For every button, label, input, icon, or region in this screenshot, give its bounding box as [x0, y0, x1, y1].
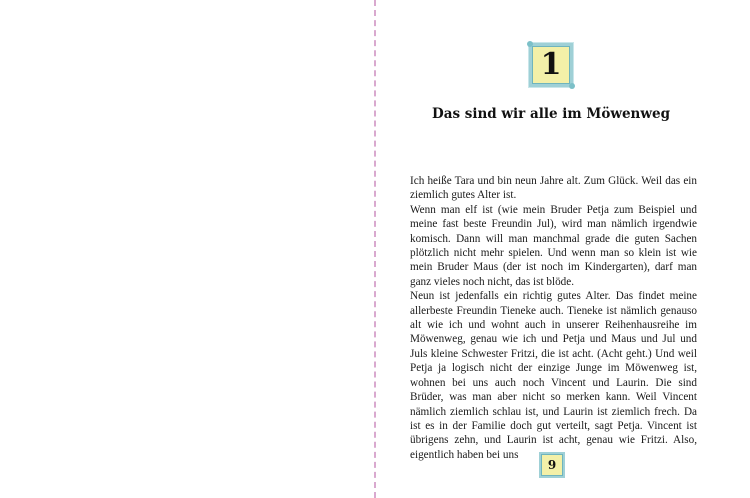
paragraph: Wenn man elf ist (wie mein Bruder Petja zum Beispiel und meine fast beste Freundin Jul), wird man nämlich irgendwie komisch. Dann will man manchmal grade die guten Sachen plötzlich nicht mehr spielen. Und wenn man so klein ist wie mein Bruder Maus (der ist noch im Kindergarten), darf man ganz vieles noch nicht, das ist blöde. — [410, 203, 697, 288]
chapter-number: 1 — [540, 47, 562, 82]
left-page-blank — [0, 0, 374, 498]
chapter-number-badge — [529, 43, 573, 87]
page-number-badge — [539, 452, 565, 478]
paragraph: Neun ist jedenfalls ein richtig gutes Alter. Das findet meine allerbeste Freundin Tieneke auch. Tieneke ist nämlich genauso alt wie ich und wohnt auch in unserer Reihenhausreihe im Möwenweg, genau wie ich und Petja und Maus und Jul und Juls kleine Schwester Fritzi, die ist acht. (Acht geht.) Und weil Petja ja logisch nicht der einzige Junge im Möwenweg ist, wohnen bei uns auch noch Vincent und Laurin. Die sind Brüder, was man aber nicht so merken kann. Weil Vincent nämlich ziemlich schlau ist, und Laurin ist ziemlich frech. Da ist es in der Familie doch gut verteilt, sagt Petja. Vincent ist übrigens zehn, und Laurin ist acht, genau wie Fritzi. Also, eigentlich haben bei uns — [410, 290, 697, 461]
paragraph: Ich heiße Tara und bin neun Jahre alt. Zum Glück. Weil das ein ziemlich gutes Alter ist. — [410, 175, 697, 202]
page-number: 9 — [547, 458, 557, 472]
chapter-title: Das sind wir alle im Möwenweg — [431, 106, 671, 122]
chapter-body-text — [410, 174, 697, 462]
